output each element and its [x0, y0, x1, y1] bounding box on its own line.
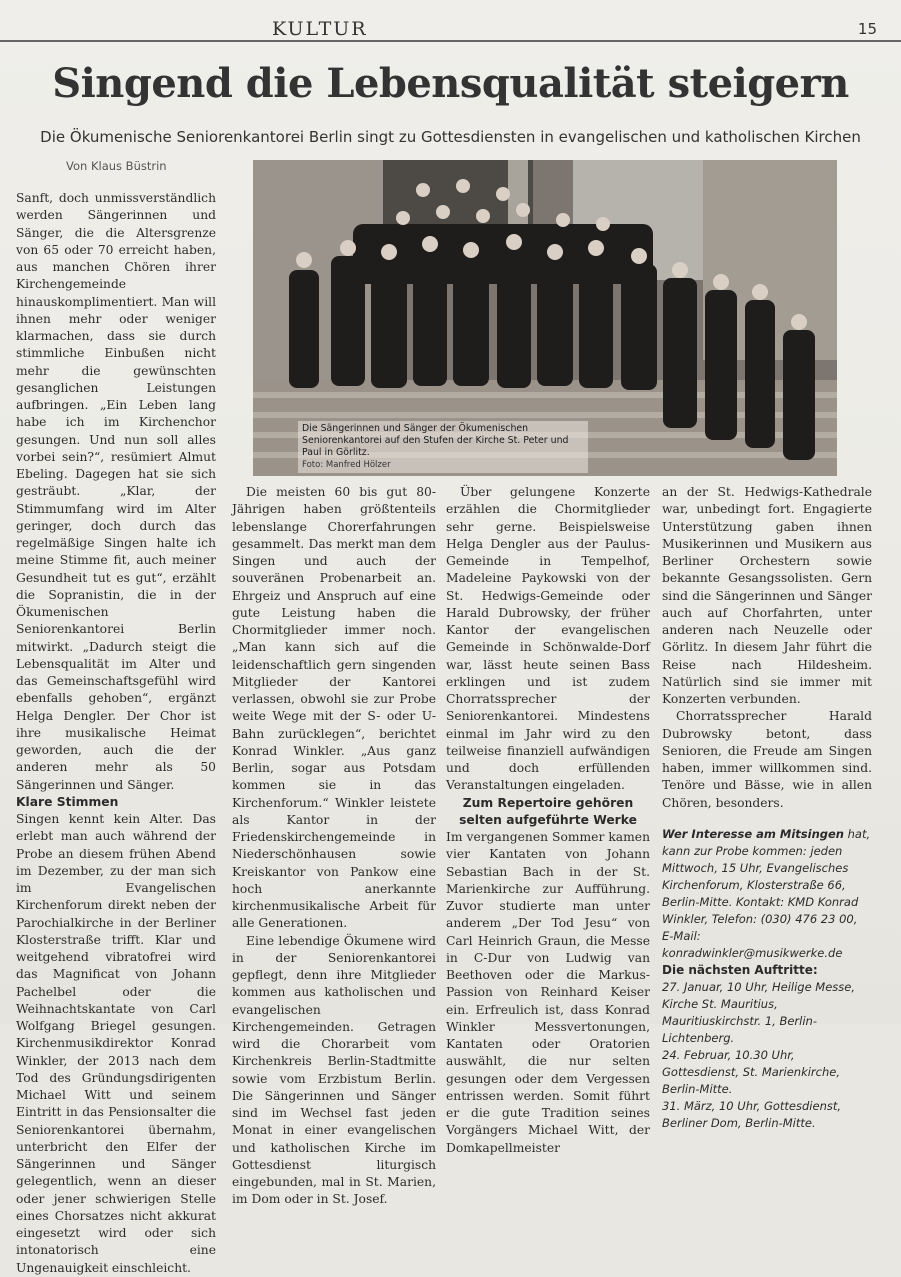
- info-text: hat, kann zur Probe kommen: jeden Mittwoch, 15 Uhr, Evangelisches Kirchenforum, Klosterstraße 66, Berlin-Mitte. Kontakt: KMD Konrad Winkler, Telefon: (030) 476 23 00, E-Mail: konradwinkler@musikwerke.de: [662, 826, 871, 960]
- crosshead-klare-stimmen: Klare Stimmen: [16, 794, 119, 809]
- date-item: 24. Februar, 10.30 Uhr, Gottesdienst, St. Marienkirche, Berlin-Mitte.: [662, 1048, 841, 1096]
- info-lead: Wer Interesse am Mitsingen: [662, 826, 844, 841]
- column-3: [446, 484, 650, 1155]
- byline: Von Klaus Büstrin: [66, 159, 167, 173]
- date-item: 31. März, 10 Uhr, Gottesdienst, Berliner Dom, Berlin-Mitte.: [662, 1099, 842, 1130]
- paragraph: Eine lebendige Ökumene wird in der Seniorenkantorei gepflegt, denn ihre Mitglieder kommen aus katholischen und evangelischen Kirchengemeinden. Getragen wird die Chorarbeit vom Kirchenkreis Berlin-Stadtmitte sowie vom Erzbistum Berlin. Die Sängerinnen und Sänger sind im Wechsel fast jeden Monat in einer evangelischen und katholischen Kirche im Gottesdienst liturgisch eingebunden, mal in St. Marien, im Dom oder in St. Josef.: [232, 933, 436, 1207]
- paragraph: Die meisten 60 bis gut 80-Jährigen haben größtenteils lebenslange Chorerfahrungen gesammelt. Das merkt man dem Singen und auch der souveränen Probenarbeit an. Ehrgeiz und Anspruch auf eine gute Leistung haben die Chormitglieder immer noch. „Man kann sich auf die leidenschaftlich gern singenden Mitglieder der Kantorei verlassen, obwohl sie zur Probe weite Wege mit der S- oder U-Bahn zurücklegen“, berichtet Konrad Winkler. „Aus ganz Berlin, sogar aus Potsdam kommen sie in das Kirchenforum.“ Winkler leistete als Kantor in der Friedenskirchengemeinde in Niederschönhausen sowie Kreiskantor von Pankow eine hoch anerkannte kirchenmusikalische Arbeit für alle Generationen.: [232, 485, 436, 931]
- paragraph: an der St. Hedwigs-Kathedrale war, unbedingt fort. Engagierte Unterstützung gaben ihnen Musikerinnen und Musikern aus Berliner Orchestern sowie bekannte Gesangssolisten. Gern sind die Sängerinnen und Sänger auch auf Chorfahrten, unter anderen nach Neuzelle oder Görlitz. In diesem Jahr führt die Reise nach Hildesheim. Natürlich sind sie immer mit Konzerten verbunden.: [662, 485, 872, 706]
- date-item: 27. Januar, 10 Uhr, Heilige Messe, Kirche St. Mauritius, Mauritiuskirchstr. 1, Berlin-Lichtenberg.: [662, 980, 856, 1045]
- paragraph: Singen kennt kein Alter. Das erlebt man auch während der Probe an diesem frühen Abend im Dezember, zu der man sich im Evangelischen Kirchenforum direkt neben der Parochialkirche in der Berliner Klosterstraße trifft. Klar und weitgehend vibratofrei wird das Magnificat von Johann Pachelbel oder die Weihnachtskantate von Carl Wolfgang Briegel gesungen. Kirchenmusikdirektor Konrad Winkler, der 2013 nach dem Tod des Gründungsdirigenten Michael Witt und seinem Eintritt in das Pensionsalter die Seniorenkantorei übernahm, unterbricht den Elfer der Sängerinnen und Sänger gelegentlich, wenn an dieser oder jener schwierigen Stelle eines Chorsatzes nicht akkurat eingesetzt wird oder sich intonatorisch eine Ungenauigkeit einschleicht.: [16, 812, 216, 1275]
- page-number: 15: [857, 20, 877, 38]
- caption-text: Die Sängerinnen und Sänger der Ökumenischen Seniorenkantorei auf den Stufen der Kirche St. Peter und Paul in Görlitz.: [302, 423, 569, 458]
- dates-title: Die nächsten Auftritte:: [662, 962, 818, 977]
- headline: Singend die Lebensqualität steigern: [52, 60, 849, 107]
- paragraph: Im vergangenen Sommer kamen vier Kantaten von Johann Sebastian Bach in der St. Marienkirche zur Aufführung. Zuvor studierte man unter anderem „Der Tod Jesu“ von Carl Heinrich Graun, die Messe in C-Dur von Ludwig van Beethoven oder die Markus-Passion von Reinhard Keiser ein. Erfreulich ist, dass Konrad Winkler Messvertonungen, Kantaten oder Oratorien auswählt, die nur selten gesungen oder dem Vergessen entrissen werden. Somit führt er die gute Tradition seines Vorgängers Michael Witt, der Domkapellmeister: [446, 830, 650, 1155]
- photo-caption: [298, 421, 588, 473]
- column-4: [662, 484, 872, 1130]
- photo-credit: Foto: Manfred Hölzer: [302, 460, 391, 470]
- header-rule: [0, 40, 901, 42]
- column-2: [232, 484, 436, 1207]
- paragraph: Chorratssprecher Harald Dubrowsky betont, dass Senioren, die Freude am Singen haben, immer willkommen sind. Tenöre und Bässe, wie in allen Chören, besonders.: [662, 709, 872, 810]
- info-box: [662, 826, 872, 962]
- crosshead-repertoire: Zum Repertoire gehören selten aufgeführte Werke: [459, 795, 637, 827]
- paragraph: Sanft, doch unmissverständlich werden Sängerinnen und Sänger, die die Altersgrenze von 65 oder 70 erreicht haben, aus manchen Chören ihrer Kirchengemeinde hinauskomplimentiert. Man will ihnen mehr oder weniger klarmachen, dass sie durch stimmliche Einbußen nicht mehr die gewünschten gesanglichen Leistungen aufbringen. „Ein Leben lang habe ich im Kirchenchor gesungen. Und nun soll alles vorbei sein?“, resümiert Almut Ebeling. Dagegen hat sie sich gesträubt. „Klar, der Stimmumfang wird im Alter geringer, doch durch das regelmäßige Singen halte ich meine Stimme fit, auch meiner Gesundheit tut es gut“, erzählt die Sopranistin, die in der Ökumenischen Seniorenkantorei Berlin mitwirkt. „Dadurch steigt die Lebensqualität im Alter und das Gemeinschaftsgefühl wird ebenfalls gehoben“, ergänzt Helga Dengler. Der Chor ist ihre musikalische Heimat geworden, auch die der anderen mehr als 50 Sängerinnen und Sänger.: [16, 191, 216, 792]
- column-1: [16, 190, 216, 1275]
- section-label: KULTUR: [272, 18, 368, 40]
- subheadline: Die Ökumenische Seniorenkantorei Berlin singt zu Gottesdiensten in evangelischen und katholischen Kirchen: [40, 128, 861, 146]
- paragraph: Über gelungene Konzerte erzählen die Chormitglieder sehr gerne. Beispielsweise Helga Dengler aus der Paulus-Gemeinde in Tempelhof, Madeleine Paykowski von der St. Hedwigs-Gemeinde oder Harald Dubrowsky, der früher Kantor der evangelischen Gemeinde in Schönwalde-Dorf war, lässt heute seinen Bass erklingen und ist zudem Chorratssprecher der Seniorenkantorei. Mindestens einmal im Jahr wird zu den teilweise finanziell aufwändigen und doch erfüllenden Veranstaltungen eingeladen.: [446, 485, 650, 793]
